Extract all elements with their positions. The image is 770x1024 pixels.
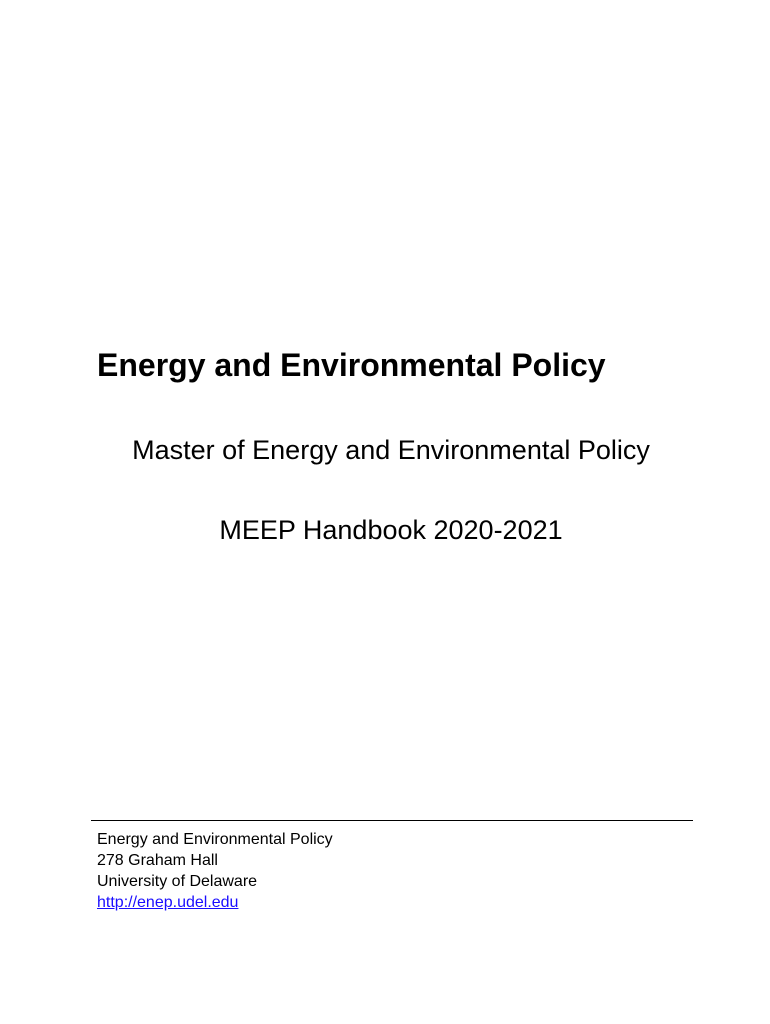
address-line-department: Energy and Environmental Policy — [97, 831, 333, 848]
address-line-building: 278 Graham Hall — [97, 852, 218, 869]
handbook-title: MEEP Handbook 2020-2021 — [219, 515, 563, 545]
website-link[interactable]: http://enep.udel.edu — [97, 894, 239, 911]
footer-divider — [91, 820, 693, 821]
program-subtitle: Master of Energy and Environmental Policy — [132, 435, 650, 465]
page-title: Energy and Environmental Policy — [97, 347, 606, 383]
footer-address — [97, 829, 333, 913]
address-line-university: University of Delaware — [97, 873, 258, 890]
